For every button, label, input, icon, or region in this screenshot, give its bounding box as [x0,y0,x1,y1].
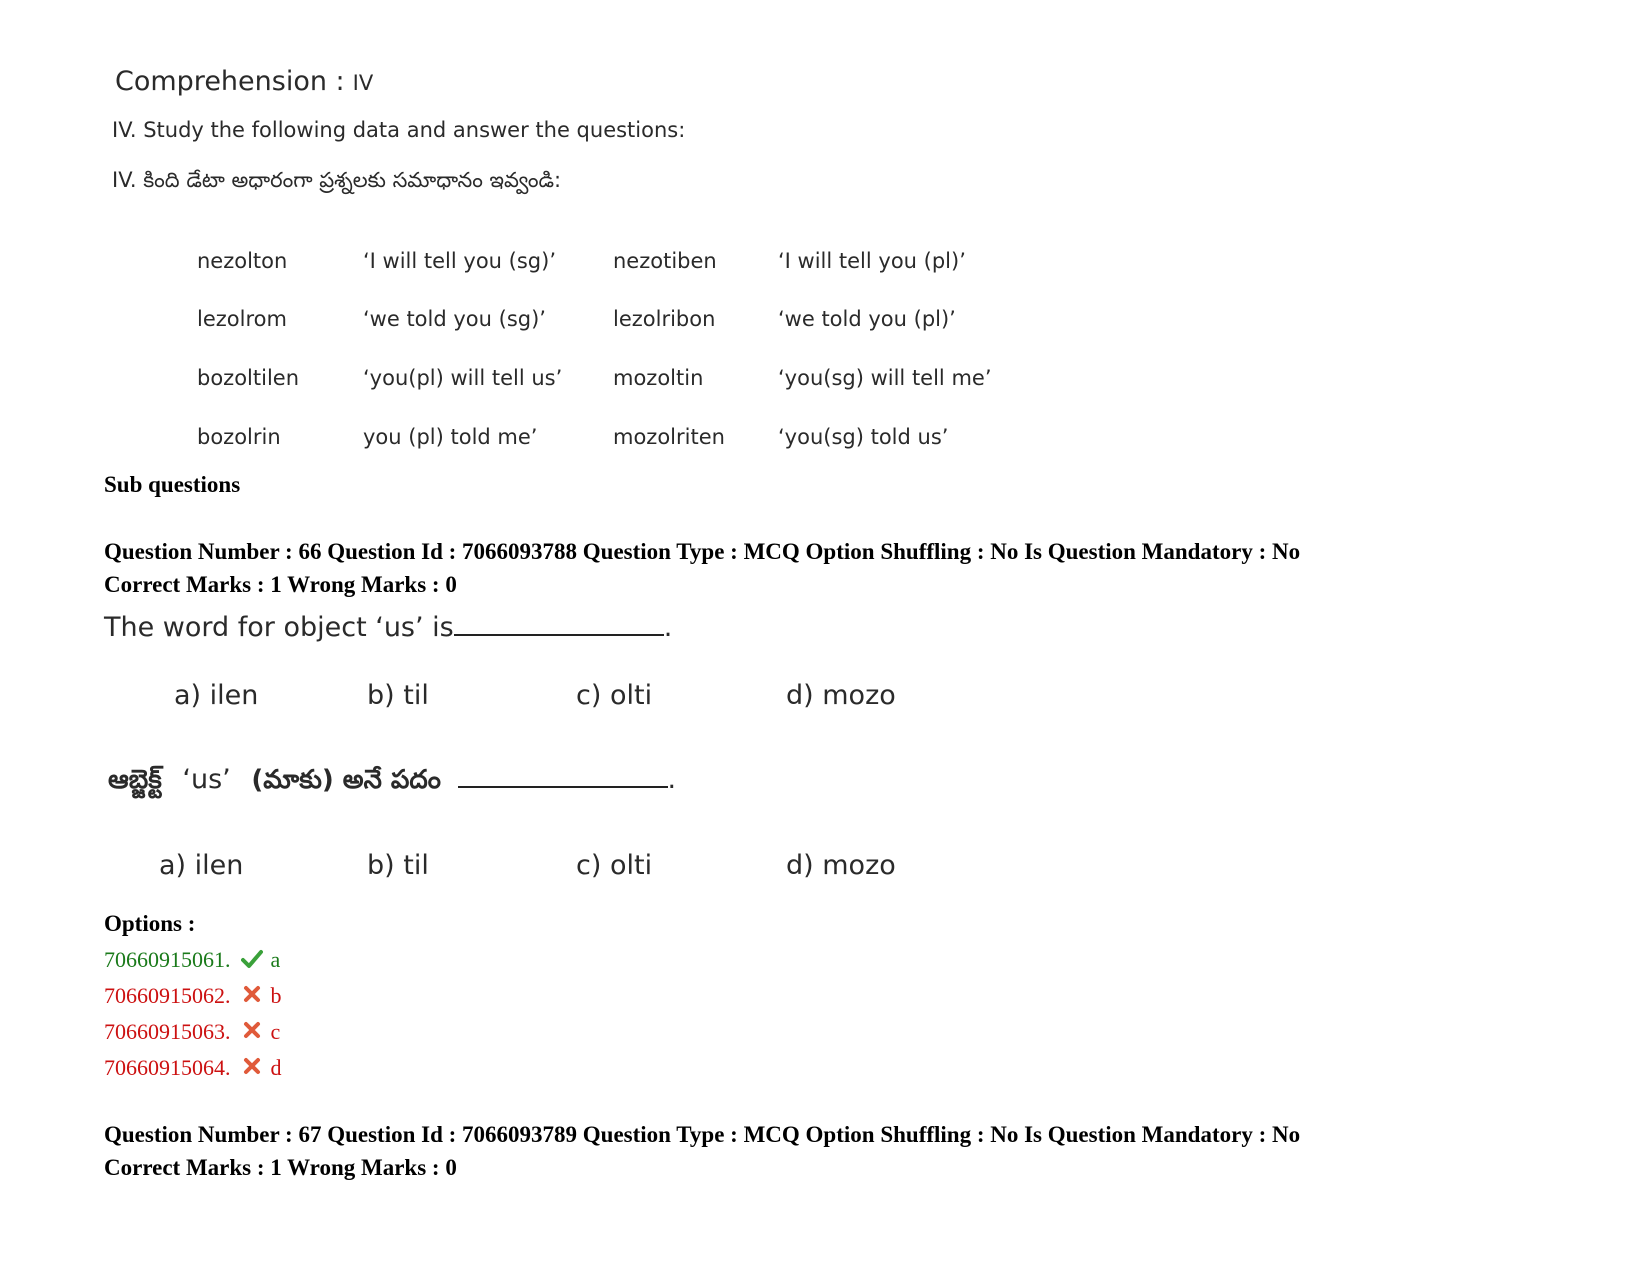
cross-icon [241,1057,263,1077]
list-item [104,1055,282,1081]
answer-blank [454,610,664,636]
gloss-meaning: ‘you(sg) will tell me’ [778,366,992,390]
comprehension-title [115,66,373,97]
choice-label: d [270,1055,282,1080]
choice-label: b [270,983,282,1008]
gloss-word: mozolriten [613,425,725,449]
option-c-text: c) olti [576,680,653,711]
choice-label: a [270,947,281,972]
answer-blank [458,762,668,788]
question-67-header: Question Number : 67 Question Id : 7066093789 Question Type : MCQ Option Shuffling : No Is Question Mandatory : No [104,1122,1301,1147]
question-66-header: Question Number : 66 Question Id : 7066093788 Question Type : MCQ Option Shuffling : No Is Question Mandatory : No [104,539,1301,564]
gloss-word: nezotiben [613,249,717,273]
gloss-word: bozolrin [197,425,281,449]
list-item [104,947,280,973]
list-item [104,1019,280,1045]
list-item [104,983,282,1009]
cross-icon [241,985,263,1005]
option-d-text: d) mozo [786,680,896,711]
option-c-text: c) olti [576,850,653,881]
gloss-meaning: ‘we told you (pl)’ [778,307,956,331]
option-a-text: a) ilen [174,680,259,711]
question-text: The word for object ‘us’ is [104,612,454,643]
gloss-meaning: ‘I will tell you (sg)’ [363,249,556,273]
question-66-marks: Correct Marks : 1 Wrong Marks : 0 [104,572,457,597]
cross-icon [241,1021,263,1041]
telugu-object-word: ఆబ్జెక్ట్ [108,765,162,795]
choice-label: c [270,1019,281,1044]
option-b-text: b) til [367,680,429,711]
us-word: ‘us’ [182,764,231,795]
option-a-text: a) ilen [159,850,244,881]
gloss-word: lezolribon [613,307,716,331]
gloss-meaning: ‘we told you (sg)’ [363,307,546,331]
gloss-word: bozoltilen [197,366,300,390]
instruction-telugu: IV. కింది డేటా అధారంగా ప్రశ్నలకు సమాధానం ఇవ్వండి: [112,168,562,192]
gloss-meaning: you (pl) told me’ [363,425,538,449]
question-66-text-english: The word for object ‘us’ is . [104,612,673,643]
option-d-text: d) mozo [786,850,896,881]
options-heading: Options : [104,911,196,936]
gloss-word: mozoltin [613,366,704,390]
question-66-text-telugu: ఆబ్జెక్ట్ ‘us’ (మాకు) అనే పదం . [108,764,677,795]
telugu-phrase: (మాకు) అనే పదం [251,765,441,795]
choice-id: 70660915063. [104,1019,231,1044]
gloss-word: lezolrom [197,307,287,331]
gloss-meaning: ‘I will tell you (pl)’ [778,249,966,273]
gloss-meaning: ‘you(pl) will tell us’ [363,366,563,390]
question-67-marks: Correct Marks : 1 Wrong Marks : 0 [104,1155,457,1180]
choice-id: 70660915064. [104,1055,231,1080]
check-icon [241,949,263,969]
instruction-english: IV. Study the following data and answer the questions: [112,118,686,142]
option-b-text: b) til [367,850,429,881]
comprehension-number: IV [352,71,374,95]
comprehension-title-label: Comprehension : [115,66,345,97]
gloss-meaning: ‘you(sg) told us’ [778,425,949,449]
gloss-word: nezolton [197,249,288,273]
choice-id: 70660915061. [104,947,231,972]
choice-id: 70660915062. [104,983,231,1008]
sub-questions-heading: Sub questions [104,472,241,497]
